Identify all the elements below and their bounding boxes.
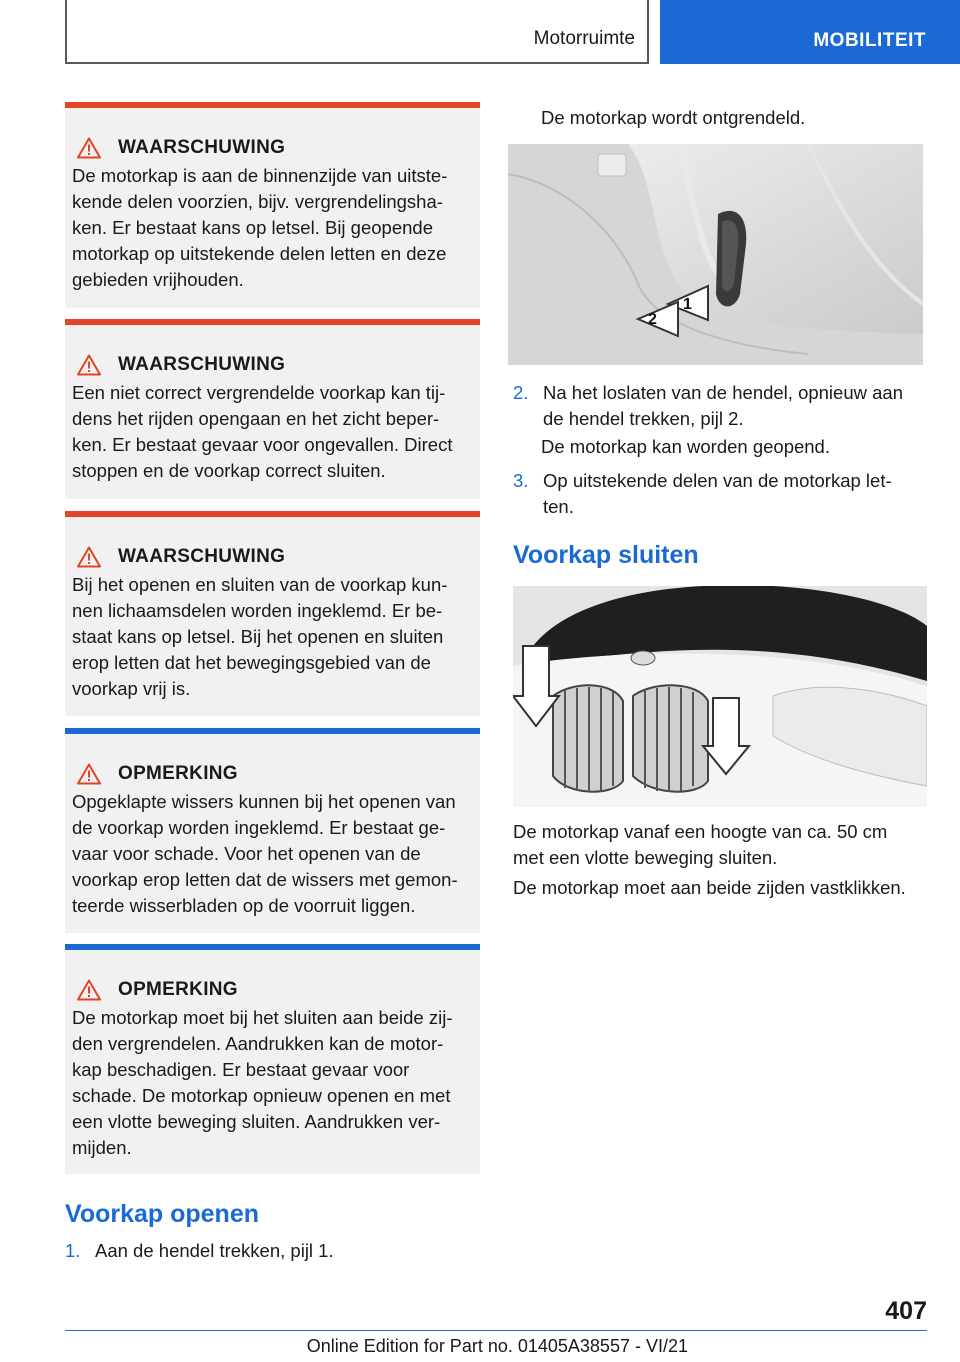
arrow-label-1: 1 bbox=[683, 296, 692, 313]
step-text: Na het loslaten van de hendel, opnieuw aan de hendel trekken, pijl 2. bbox=[543, 382, 903, 429]
step-2-result: De motorkap kan worden geopend. bbox=[541, 436, 830, 457]
step-1-result: De motorkap wordt ontgrendeld. bbox=[541, 107, 806, 128]
section-heading-close: Voorkap sluiten bbox=[513, 541, 699, 569]
header-section-tab bbox=[660, 0, 960, 64]
step-text: Op uitstekende delen van de motorkap let- ten. bbox=[543, 470, 892, 517]
step-number: 3. bbox=[513, 470, 529, 491]
warning-triangle-icon bbox=[77, 137, 101, 159]
warning-title: WAARSCHUWING bbox=[118, 354, 286, 375]
notice-triangle-icon bbox=[77, 979, 101, 1001]
warning-title: WAARSCHUWING bbox=[118, 546, 286, 567]
header-chapter-tab bbox=[65, 0, 649, 64]
step-2 bbox=[513, 380, 903, 432]
hood-release-lever-figure bbox=[508, 144, 923, 365]
section-heading-open: Voorkap openen bbox=[65, 1200, 260, 1228]
notice-box-2 bbox=[65, 944, 480, 1174]
step-number: 1. bbox=[65, 1240, 81, 1261]
warning-box-1 bbox=[65, 102, 480, 308]
notice-text: De motorkap moet bij het sluiten aan beide zij- den vergrendelen. Aandrukken kan de motor- kap beschadigen. Er bestaat gevaar voor schade. De motorkap opnieuw openen en met een vlotte beweging sluiten. Aandrukken ver- mijden. bbox=[72, 1007, 453, 1158]
hood-closing-figure bbox=[513, 586, 927, 807]
warning-box-2 bbox=[65, 319, 480, 499]
warning-box-3 bbox=[65, 511, 480, 716]
notice-title: OPMERKING bbox=[118, 763, 238, 784]
warning-triangle-icon bbox=[77, 354, 101, 376]
notice-title: OPMERKING bbox=[118, 979, 238, 1000]
warning-triangle-icon bbox=[77, 546, 101, 568]
warning-text: Bij het openen en sluiten van de voorkap kun- nen lichaamsdelen worden ingeklemd. Er be- staat kans op letsel. Bij het openen en sluiten erop letten dat het bewegingsgebied van de voorkap vrij is. bbox=[72, 574, 448, 699]
footer-edition: Online Edition for Part no. 01405A38557 - VI/21 bbox=[306, 1336, 688, 1356]
warning-title: WAARSCHUWING bbox=[118, 137, 286, 158]
footer-divider bbox=[65, 1330, 927, 1331]
section-title: MOBILITEIT bbox=[813, 30, 926, 51]
warning-text: De motorkap is aan de binnenzijde van uitste- kende delen voorzien, bijv. vergrendelingsha- ken. Er bestaat kans op letsel. Bij geopende motorkap op uitstekende delen letten en deze gebieden vrijhouden. bbox=[72, 165, 448, 290]
page-number: 407 bbox=[885, 1297, 927, 1325]
close-paragraph-2: De motorkap moet aan beide zijden vastklikken. bbox=[513, 877, 906, 898]
notice-triangle-icon bbox=[77, 763, 101, 785]
arrow-label-2: 2 bbox=[648, 311, 657, 328]
step-number: 2. bbox=[513, 382, 529, 403]
notice-text: Opgeklapte wissers kunnen bij het openen van de voorkap worden ingeklemd. Er bestaat ge- vaar voor schade. Voor het openen van de voorkap erop letten dat de wissers met gemon- teerde wisserbladen op de voorruit liggen. bbox=[72, 791, 458, 916]
step-1 bbox=[65, 1238, 334, 1264]
notice-box-1 bbox=[65, 728, 480, 933]
close-paragraph-1: De motorkap vanaf een hoogte van ca. 50 cm met een vlotte beweging sluiten. bbox=[513, 821, 888, 868]
chapter-title: Motorruimte bbox=[533, 28, 635, 49]
step-text: Aan de hendel trekken, pijl 1. bbox=[95, 1240, 334, 1261]
warning-text: Een niet correct vergrendelde voorkap kan tij- dens het rijden opengaan en het zicht beper- ken. Er bestaat gevaar voor ongevallen. Direct stoppen en de voorkap correct sluiten. bbox=[72, 382, 453, 481]
step-3 bbox=[513, 468, 892, 520]
